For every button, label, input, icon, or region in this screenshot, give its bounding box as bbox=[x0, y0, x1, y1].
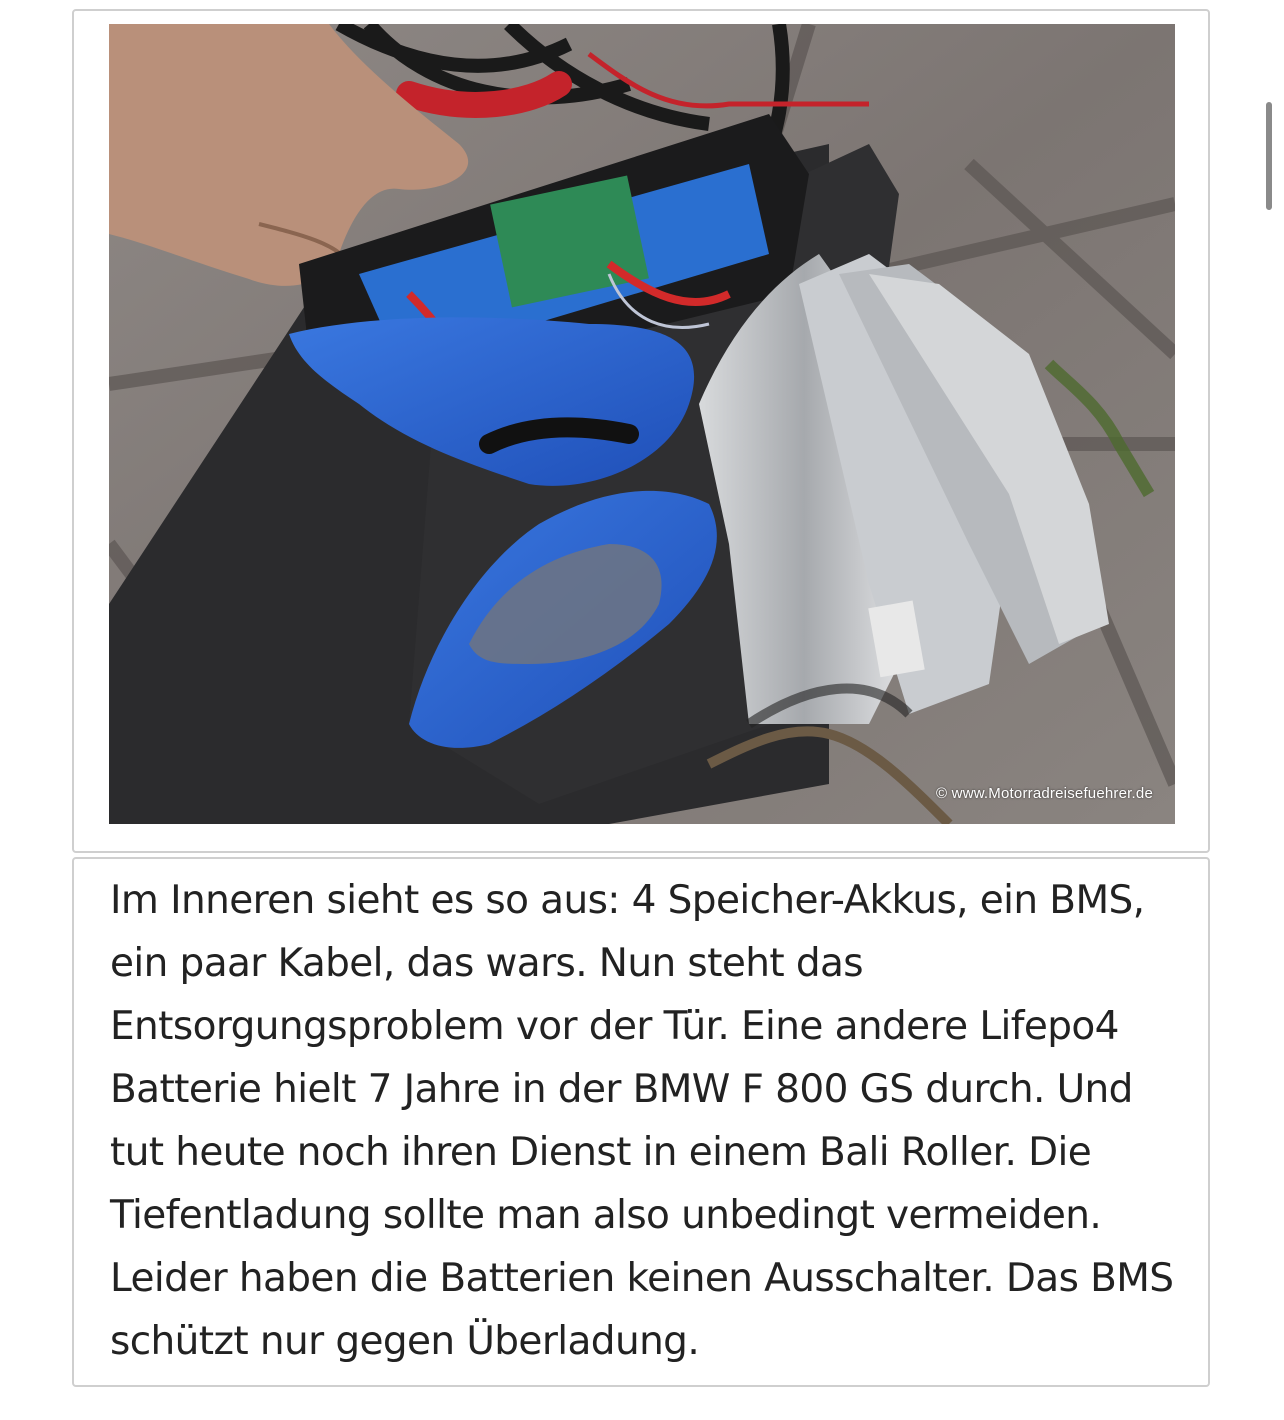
caption-card bbox=[72, 857, 1210, 1387]
photo-caption: Im Inneren sieht es so aus: 4 Speicher-Akkus, ein BMS, ein paar Kabel, das wars. Nun steht das Entsorgungsproblem vor der Tür. Eine andere Lifepo4 Batterie hielt 7 Jahre in der BMW F 800 GS durch. Und tut heute noch ihren Dienst in einem Bali Roller. Die Tiefentladung sollte man also unbedingt vermeiden. Leider haben die Batterien keinen Ausschalter. Das BMS schützt nur gegen Überladung. bbox=[110, 878, 1174, 1364]
battery-photo[interactable] bbox=[109, 24, 1175, 824]
scrollbar-thumb[interactable] bbox=[1266, 102, 1272, 210]
battery-photo-illustration bbox=[109, 24, 1175, 824]
photo-watermark: © www.Motorradreisefuehrer.de bbox=[936, 785, 1153, 802]
photo-card bbox=[72, 9, 1210, 853]
